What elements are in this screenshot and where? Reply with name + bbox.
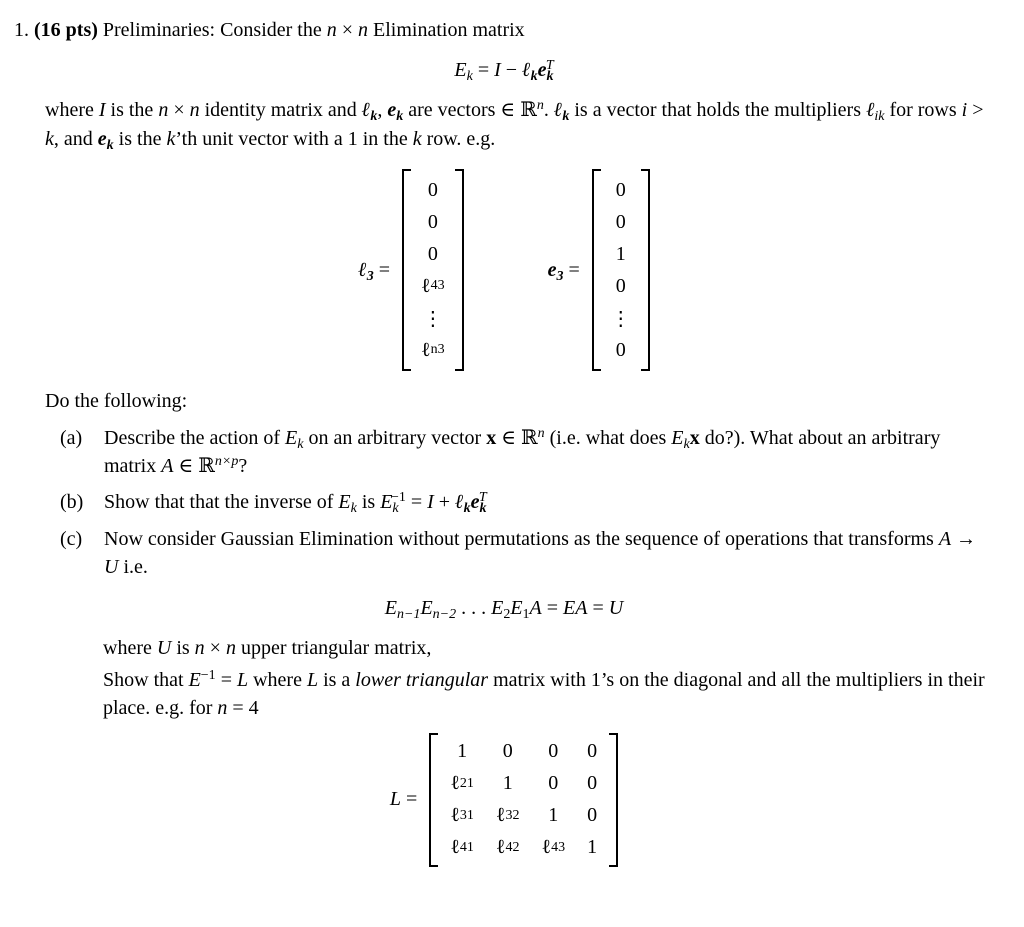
math-segment: x [486, 426, 497, 449]
left-bracket [402, 169, 411, 371]
math-segment: for rows [884, 99, 962, 122]
math-segment: e [387, 99, 397, 122]
list-item-a-body [104, 424, 994, 481]
math-segment: ℓ [865, 99, 875, 122]
math-segment: k [45, 127, 54, 150]
math-segment: = [472, 59, 495, 82]
list-item-c-body [104, 525, 994, 582]
list-item-b-body [104, 488, 994, 516]
math-segment: Describe the action of [104, 426, 286, 449]
math-segment: − [500, 59, 523, 82]
matrix-entry: 0 [615, 338, 626, 361]
para-where-upper [103, 634, 994, 662]
math-segment: k [479, 501, 487, 517]
matrix-entry: 0 [427, 178, 438, 201]
math-segment: 2 [503, 606, 511, 622]
math-segment: ik [874, 109, 885, 125]
math-segment: is the [105, 99, 159, 122]
matrix-entry: ⋮ [610, 307, 631, 330]
math-segment: k [392, 501, 399, 517]
math-segment: k [530, 69, 538, 85]
matrix-entry: ℓ 21 [450, 772, 474, 795]
equation-elimination-matrix [14, 56, 994, 84]
matrix-entry: 0 [587, 772, 598, 795]
para-where-identity [45, 96, 994, 153]
math-segment: −1 [390, 490, 406, 506]
math-segment: → [951, 527, 977, 550]
matrix-entry: 0 [615, 274, 626, 297]
vector-l3-label [358, 259, 390, 282]
math-segment: n [194, 636, 205, 659]
math-segment: 3 [556, 268, 564, 284]
math-segment: = [587, 596, 609, 619]
math-segment: e [470, 491, 480, 514]
matrix-entry: ⋮ [422, 307, 443, 330]
math-segment: lower triangular [355, 668, 489, 691]
math-segment: on an arbitrary vector [303, 426, 487, 449]
math-segment: U [104, 556, 119, 579]
matrix-entry: ℓ 41 [450, 836, 474, 859]
math-segment: i [961, 99, 968, 122]
vector-e3-label [548, 259, 580, 282]
math-segment: E [454, 59, 467, 82]
math-segment: row. e.g. [421, 127, 496, 150]
vector-l3-entries [411, 169, 455, 371]
math-segment: E [338, 491, 351, 514]
math-segment: = [405, 491, 428, 514]
matrix-entry: ℓ n3 [421, 338, 445, 361]
math-segment: × [204, 636, 226, 659]
problem-heading [14, 16, 994, 44]
math-segment: n [536, 98, 544, 114]
right-bracket [641, 169, 650, 371]
math-segment: = [373, 258, 391, 281]
math-segment: 1 [522, 606, 530, 622]
math-segment: n [358, 19, 369, 41]
math-segment: k [370, 109, 378, 125]
math-segment: E [420, 596, 433, 619]
math-segment: 1. [14, 19, 34, 41]
math-segment: k [350, 501, 357, 517]
math-segment: Elimination matrix [368, 19, 525, 41]
list-item-c-marker: (c) [60, 527, 83, 550]
math-segment: e [97, 127, 107, 150]
math-segment: A [529, 596, 542, 619]
math-segment: is a vector that holds the multipliers [569, 99, 866, 122]
math-segment: Now consider Gaussian Elimination without permutations as the sequence of operations that transforms [104, 527, 939, 550]
matrix-entry: 1 [548, 804, 559, 827]
math-segment: L [236, 668, 249, 691]
math-segment: ℓ [358, 258, 367, 281]
math-segment: E [510, 596, 523, 619]
math-segment: U [608, 596, 624, 619]
math-segment: ’th unit vector with a 1 in the [175, 127, 413, 150]
math-segment: , [377, 99, 388, 122]
math-segment: k [683, 436, 690, 452]
math-segment: e [547, 258, 557, 281]
right-bracket [455, 169, 464, 371]
math-segment: k [106, 137, 114, 153]
math-segment: k [546, 69, 554, 85]
matrix-L-grid [438, 733, 609, 867]
math-segment: ∈ ℝ [496, 426, 538, 449]
math-segment: n [537, 425, 545, 441]
math-segment: ℓ [455, 491, 464, 514]
math-segment: = 4 [227, 697, 259, 720]
math-segment: where [248, 668, 307, 691]
math-segment: k [463, 501, 471, 517]
math-segment: . . . [456, 596, 492, 619]
equation-gaussian-elimination [14, 594, 994, 622]
math-segment: n [225, 636, 236, 659]
matrix-entry: ℓ 32 [495, 804, 520, 827]
math-segment: Do the following: [45, 390, 188, 413]
math-segment: k [166, 127, 176, 150]
math-segment: . [543, 99, 554, 122]
math-segment: E [188, 668, 201, 691]
math-segment: k [562, 109, 570, 125]
math-segment: ℓ [553, 99, 563, 122]
math-segment: = [215, 668, 237, 691]
math-segment: n−2 [432, 606, 457, 622]
matrix-entry: 0 [548, 772, 559, 795]
matrix-entry: 0 [548, 740, 559, 763]
left-bracket [429, 733, 438, 867]
matrix-entry: ℓ 43 [541, 836, 566, 859]
math-segment: A [161, 454, 174, 477]
math-segment: U [156, 636, 172, 659]
vector-examples [14, 169, 994, 371]
math-segment: E [380, 491, 393, 514]
math-segment: n [158, 99, 169, 122]
math-segment: do?). What about an arbitrary matrix [104, 426, 941, 477]
para-show-inverse [103, 666, 994, 723]
math-segment: T [478, 490, 487, 506]
left-bracket [592, 169, 601, 371]
math-segment: × [168, 99, 190, 122]
matrix-L [14, 733, 994, 867]
list-item-a [60, 424, 994, 481]
matrix-L-label [390, 788, 417, 811]
math-segment: k [412, 127, 422, 150]
vector-l3 [358, 169, 463, 371]
list-item-a-marker: (a) [60, 426, 83, 449]
math-segment: E [491, 596, 504, 619]
math-segment: upper triangular matrix, [235, 636, 432, 659]
math-segment: ℓ [361, 99, 371, 122]
vector-e3-entries [601, 169, 641, 371]
math-segment: k [466, 69, 473, 85]
math-segment: are vectors ∈ ℝ [403, 99, 537, 122]
math-segment: is a [318, 668, 356, 691]
matrix-entry: ℓ 31 [450, 804, 474, 827]
math-segment: , and [53, 127, 98, 150]
math-segment: k [396, 109, 404, 125]
math-segment: Show that that the inverse of [104, 491, 339, 514]
math-segment: I [98, 99, 106, 122]
math-segment: where [45, 99, 99, 122]
math-segment: + [433, 491, 456, 514]
math-segment: x [689, 426, 700, 449]
matrix-entry: 0 [615, 210, 626, 233]
matrix-entry: 0 [427, 242, 438, 265]
math-segment: I [427, 491, 434, 514]
matrix-entry: ℓ 42 [495, 836, 520, 859]
math-segment: I [494, 59, 501, 82]
para-do-following [45, 387, 994, 415]
matrix-entry: 0 [587, 804, 598, 827]
math-segment: L [389, 788, 402, 811]
math-segment: T [545, 58, 554, 74]
math-segment: n [326, 19, 337, 41]
math-segment: is the [113, 127, 167, 150]
matrix-entry: 1 [615, 242, 626, 265]
matrix-entry: 0 [587, 740, 598, 763]
math-segment: (16 pts) [34, 19, 98, 41]
list-item-b-marker: (b) [60, 491, 84, 514]
matrix-entry: 0 [502, 740, 513, 763]
math-segment: k [297, 436, 304, 452]
math-segment: (i.e. what does [544, 426, 672, 449]
math-segment: matrix with 1’s on the diagonal and all the multipliers in their place. e.g. for [103, 668, 985, 720]
math-segment: −1 [200, 667, 216, 683]
math-segment: ℓ [522, 59, 531, 82]
math-segment: is [356, 491, 381, 514]
math-segment: A [938, 527, 952, 550]
math-segment: e [537, 59, 547, 82]
math-segment: n [217, 697, 228, 720]
math-segment: Show that [103, 668, 189, 691]
math-segment: EA [563, 596, 588, 619]
list-item-c [60, 525, 994, 582]
matrix-entry: 1 [457, 740, 468, 763]
math-segment: E [671, 426, 684, 449]
math-segment: = [541, 596, 564, 619]
right-bracket [609, 733, 618, 867]
matrix-entry: 0 [427, 210, 438, 233]
math-segment: L [306, 668, 319, 691]
math-segment: > [967, 99, 984, 122]
math-segment: Preliminaries: Consider the [97, 19, 327, 41]
math-segment: n−1 [396, 606, 421, 622]
math-segment: i.e. [118, 556, 148, 579]
math-segment: 3 [366, 268, 374, 284]
matrix-entry: 1 [587, 836, 598, 859]
math-segment: = [401, 788, 418, 811]
math-segment: where [103, 636, 157, 659]
list-item-b [60, 488, 994, 516]
math-segment: × [336, 19, 359, 41]
vector-e3 [548, 169, 650, 371]
math-segment: E [384, 596, 397, 619]
math-segment: identity matrix and [199, 99, 362, 122]
math-segment: ? [238, 454, 248, 477]
math-segment: E [285, 426, 298, 449]
math-segment: n×p [214, 453, 239, 469]
math-segment: ∈ ℝ [173, 454, 215, 477]
matrix-entry: ℓ 43 [421, 274, 445, 297]
matrix-entry: 1 [502, 772, 513, 795]
math-segment: is [171, 636, 195, 659]
matrix-entry: 0 [615, 178, 626, 201]
math-segment: n [189, 99, 200, 122]
math-segment: = [563, 258, 580, 281]
